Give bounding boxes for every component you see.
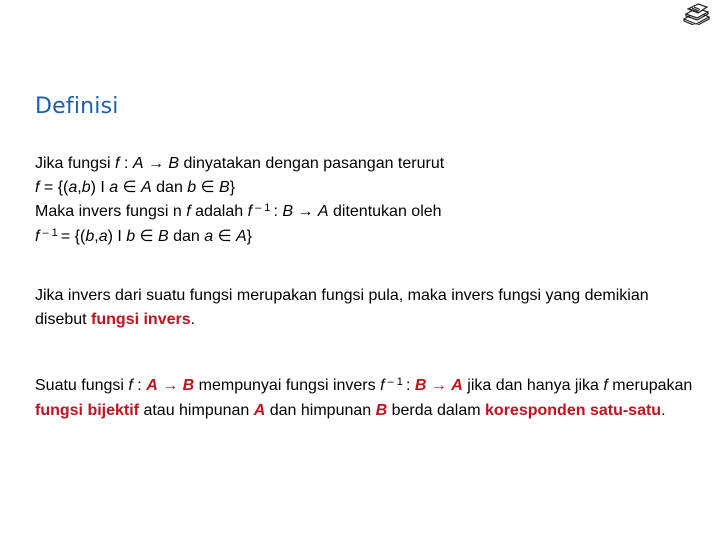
text-segment: : — [273, 203, 283, 220]
symbol-f: f — [115, 155, 120, 172]
slide-title: Definisi — [35, 94, 119, 119]
definition-line-4 — [35, 225, 695, 250]
text-segment: dinyatakan dengan pasangan terurut — [179, 155, 445, 172]
text-segment: Suatu fungsi — [35, 377, 129, 394]
inverse-superscript: – 1 — [252, 202, 274, 214]
symbol-A: A — [317, 203, 329, 220]
arrow-symbol: → — [157, 377, 183, 394]
symbol-f: f — [603, 377, 608, 394]
arrow-symbol: → — [293, 203, 318, 220]
definition-paragraph — [35, 152, 695, 250]
symbol-a: a — [109, 179, 119, 196]
element-of-symbol: ∈ — [118, 179, 142, 196]
symbol-A: A — [236, 228, 247, 245]
text-segment: . — [661, 402, 666, 419]
text-segment: ditentukan oleh — [328, 203, 442, 220]
symbol-f: f — [128, 377, 133, 394]
text-segment: Jika invers dari suatu fungsi merupakan fungsi pula, maka invers fungsi yang demikian disebut — [35, 287, 649, 328]
text-segment: = {( — [60, 228, 86, 245]
term-fungsi-invers: fungsi invers — [91, 311, 191, 328]
symbol-f: f — [380, 377, 385, 394]
symbol-B: B — [282, 203, 293, 220]
definition-line-2 — [35, 176, 695, 200]
symbol-B: B — [219, 179, 230, 196]
symbol-a: a — [204, 228, 214, 245]
symbol-B: B — [168, 155, 180, 172]
arrow-symbol: → — [426, 377, 452, 394]
text-segment: adalah — [190, 203, 248, 220]
symbol-B: B — [158, 228, 169, 245]
symbol-f: f — [247, 203, 253, 220]
text-segment: Maka invers fungsi n — [35, 203, 187, 220]
symbol-B: B — [375, 402, 388, 419]
symbol-A: A — [253, 402, 266, 419]
symbol-b: b — [81, 179, 91, 196]
element-of-symbol: ∈ — [213, 228, 236, 245]
symbol-b: b — [85, 228, 95, 245]
text-segment: jika dan hanya jika — [462, 377, 604, 394]
text-segment: berda dalam — [387, 402, 486, 419]
term-fungsi-bijektif: fungsi bijektif — [35, 402, 139, 419]
symbol-f: f — [186, 203, 191, 220]
term-koresponden-satu-satu: koresponden satu-satu — [485, 402, 662, 419]
arrow-symbol: → — [143, 155, 169, 172]
inverse-superscript: – 1 — [384, 376, 406, 388]
text-segment: . — [190, 311, 196, 328]
text-segment: , — [94, 228, 99, 245]
symbol-a: a — [68, 179, 78, 196]
text-segment: } — [229, 179, 236, 196]
text-segment: : — [132, 377, 147, 394]
symbol-A: A — [132, 155, 144, 172]
text-segment: Jika fungsi — [35, 155, 116, 172]
symbol-f: f — [35, 179, 40, 196]
symbol-A: A — [451, 377, 463, 394]
symbol-b: b — [126, 228, 136, 245]
symbol-f: f — [35, 228, 40, 245]
symbol-A: A — [141, 179, 152, 196]
text-segment: atau himpunan — [139, 402, 254, 419]
symbol-a: a — [98, 228, 108, 245]
text-segment: ) I — [107, 228, 127, 245]
text-segment: mempunyai fungsi invers — [194, 377, 381, 394]
symbol-B: B — [182, 377, 195, 394]
symbol-b: b — [187, 179, 197, 196]
bijective-condition-paragraph — [35, 374, 695, 423]
symbol-B: B — [414, 377, 427, 394]
definition-line-1 — [35, 152, 695, 176]
book-stack-logo-icon — [682, 3, 710, 25]
element-of-symbol: ∈ — [135, 228, 158, 245]
inverse-function-paragraph — [35, 284, 695, 332]
definition-line-3 — [35, 200, 695, 225]
text-segment: dan — [168, 228, 205, 245]
text-segment: ) I — [90, 179, 110, 196]
text-segment: } — [246, 228, 253, 245]
text-segment: dan himpunan — [265, 402, 376, 419]
text-segment: merupakan — [607, 377, 693, 394]
element-of-symbol: ∈ — [196, 179, 220, 196]
text-segment: : — [405, 377, 415, 394]
symbol-A: A — [146, 377, 158, 394]
text-segment: = {( — [39, 179, 69, 196]
text-segment: : — [119, 155, 133, 172]
inverse-superscript: – 1 — [39, 227, 61, 239]
text-segment: , — [77, 179, 82, 196]
text-segment: dan — [151, 179, 188, 196]
